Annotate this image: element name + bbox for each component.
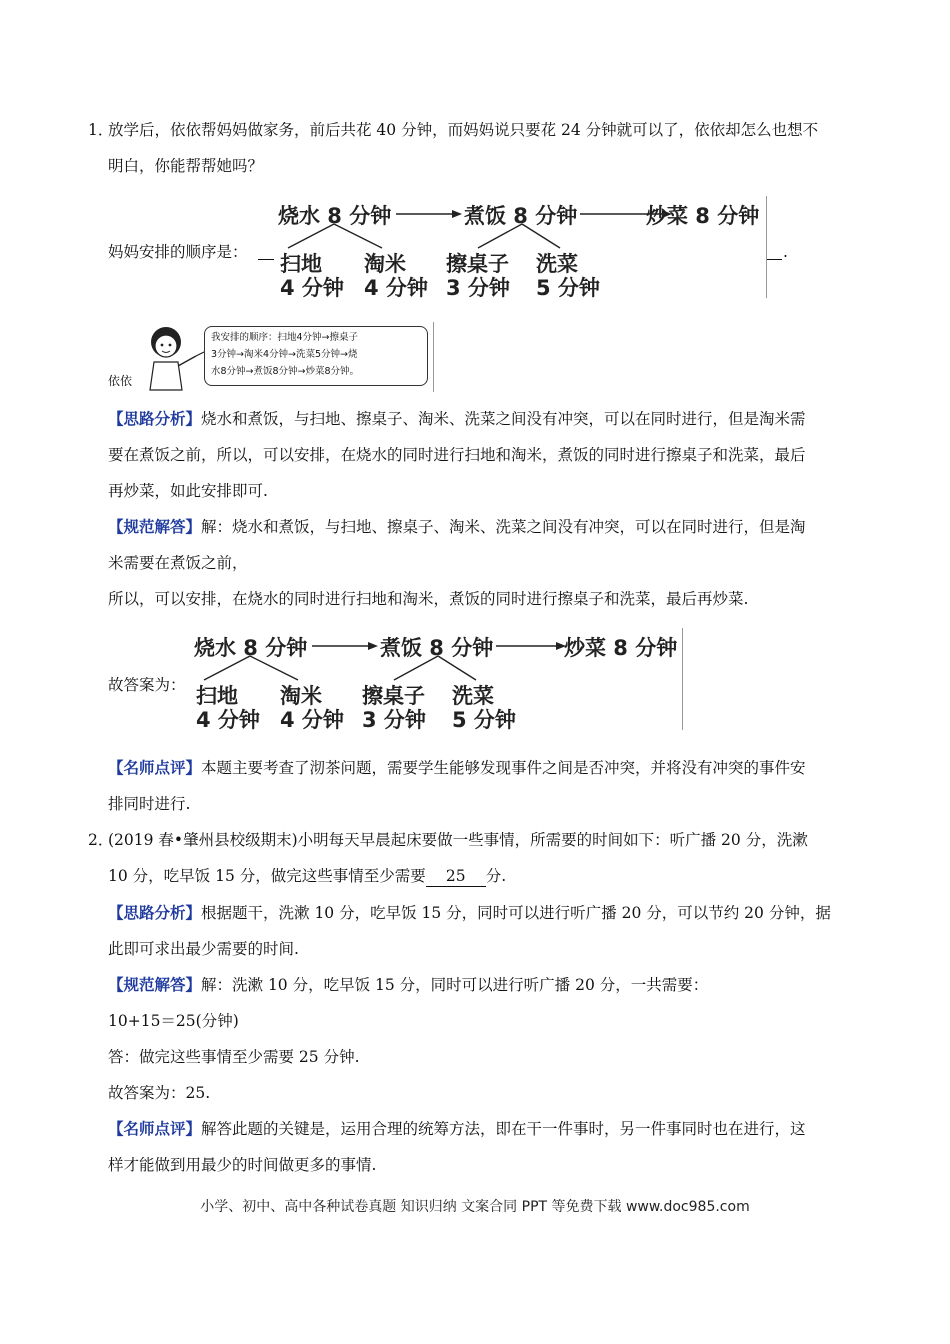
q2-answer-blank: 25 <box>426 866 486 887</box>
q2-solution-text: 解：洗漱 10 分，吃早饭 15 分，同时可以进行听广播 20 分，一共需要： <box>201 976 709 994</box>
q1-order-end: . <box>783 243 788 261</box>
answer-top-3: 炒菜 8 分钟 <box>564 636 678 660</box>
diagram-bottom-2-name: 淘米 <box>364 252 406 276</box>
bubble-line-1: 我安排的顺序：扫地4分钟→擦桌子 <box>211 332 359 343</box>
illustration-frame-right <box>433 322 434 392</box>
diagram-bottom-1-time: 4 分钟 <box>280 276 344 300</box>
diagram-top-2: 煮饭 8 分钟 <box>464 204 578 228</box>
q2-text-post: 分. <box>485 867 507 885</box>
q1-solution-line-1 <box>108 517 806 537</box>
diagram-bottom-1-name: 扫地 <box>280 252 322 276</box>
answer-bottom-2-time: 4 分钟 <box>280 708 344 732</box>
solution-text: 解：烧水和煮饭，与扫地、擦桌子、淘米、洗菜之间没有冲突，可以在同时进行，但是淘 <box>201 518 806 536</box>
yiyi-speech-bubble <box>204 326 428 386</box>
q2-text-pre: 10 分，吃早饭 15 分，做完这些事情至少需要 <box>108 867 426 885</box>
q2-solution-line-1 <box>108 975 708 995</box>
diagram-bottom-4-time: 5 分钟 <box>536 276 600 300</box>
analysis-tag: 【思路分析】 <box>108 409 202 428</box>
q1-analysis-line-1 <box>108 409 806 429</box>
q1-schedule-diagram <box>274 196 767 298</box>
q1-answer-label: 故答案为： <box>108 676 186 694</box>
q1-text-line-2: 明白，你能帮帮她吗？ <box>108 157 264 175</box>
q2-review-line-2: 样才能做到用最少的时间做更多的事情. <box>108 1156 377 1174</box>
q1-solution-line-3: 所以，可以安排，在烧水的同时进行扫地和淘米，煮饭的同时进行擦桌子和洗菜，最后再炒菜. <box>108 590 749 608</box>
diagram-bottom-3-name: 擦桌子 <box>446 252 509 276</box>
answer-bottom-1-name: 扫地 <box>196 684 238 708</box>
q2-review-tag: 【名师点评】 <box>108 1119 202 1138</box>
q2-solution-tag: 【规范解答】 <box>108 975 202 994</box>
answer-top-2: 煮饭 8 分钟 <box>380 636 494 660</box>
q1-review-line-1 <box>108 758 806 778</box>
q1-order-blank-left <box>258 259 274 260</box>
q2-review-text: 解答此题的关键是，运用合理的统筹方法，即在干一件事时，另一件事同时也在进行，这 <box>201 1120 806 1138</box>
answer-bottom-4-name: 洗菜 <box>452 684 494 708</box>
page-footer: 小学、初中、高中各种试卷真题 知识归纳 文案合同 PPT 等免费下载 www.doc985.com <box>200 1199 750 1215</box>
q2-solution-line-3: 答：做完这些事情至少需要 25 分钟. <box>108 1048 360 1066</box>
q2-analysis-line-2: 此即可求出最少需要的时间. <box>108 940 299 958</box>
q2-solution-line-4: 故答案为：25. <box>108 1084 211 1102</box>
q1-review-line-2: 排同时进行. <box>108 795 191 813</box>
diagram-top-3: 炒菜 8 分钟 <box>646 204 760 228</box>
bubble-line-3: 水8分钟→煮饭8分钟→炒菜8分钟。 <box>211 366 360 377</box>
solution-tag: 【规范解答】 <box>108 517 202 536</box>
bubble-line-2: 3分钟→淘米4分钟→洗菜5分钟→烧 <box>211 349 358 360</box>
q2-review-line-1 <box>108 1119 806 1139</box>
diagram-bottom-2-time: 4 分钟 <box>364 276 428 300</box>
answer-bottom-3-time: 3 分钟 <box>362 708 426 732</box>
review-text: 本题主要考查了沏茶问题，需要学生能够发现事件之间是否冲突，并将没有冲突的事件安 <box>201 759 806 777</box>
review-tag: 【名师点评】 <box>108 758 202 777</box>
answer-bottom-3-name: 擦桌子 <box>362 684 425 708</box>
yiyi-name: 依依 <box>108 374 133 388</box>
q1-text-line-1: 放学后，依依帮妈妈做家务，前后共花 40 分钟，而妈妈说只要花 24 分钟就可以了，依依却怎么也想不 <box>108 121 819 139</box>
q1-number: 1． <box>88 121 114 139</box>
q1-order-label: 妈妈安排的顺序是： <box>108 243 248 261</box>
q1-analysis-line-3: 再炒菜，如此安排即可. <box>108 482 268 500</box>
q2-text-line-2 <box>108 866 506 887</box>
answer-bottom-2-name: 淘米 <box>280 684 322 708</box>
q2-number: 2． <box>88 831 114 849</box>
diagram-bottom-3-time: 3 分钟 <box>446 276 510 300</box>
q1-order-blank-right <box>766 259 782 260</box>
q2-analysis-text: 根据题干，洗漱 10 分，吃早饭 15 分，同时可以进行听广播 20 分，可以节约 20 分钟，据 <box>201 904 831 922</box>
analysis-text: 烧水和煮饭，与扫地、擦桌子、淘米、洗菜之间没有冲突，可以在同时进行，但是淘米需 <box>201 410 806 428</box>
answer-bottom-4-time: 5 分钟 <box>452 708 516 732</box>
q2-analysis-line-1 <box>108 903 831 923</box>
diagram-bottom-4-name: 洗菜 <box>536 252 578 276</box>
q2-solution-line-2: 10+15＝25(分钟) <box>108 1012 239 1030</box>
q2-text-line-1: (2019 春•肇州县校级期末)小明每天早晨起床要做一些事情，所需要的时间如下：听广播 20 分，洗漱 <box>108 831 808 849</box>
q1-answer-diagram <box>190 628 683 730</box>
q1-solution-line-2: 米需要在煮饭之前， <box>108 554 248 572</box>
yiyi-illustration <box>108 322 434 392</box>
answer-top-1: 烧水 8 分钟 <box>194 636 308 660</box>
answer-bottom-1-time: 4 分钟 <box>196 708 260 732</box>
q1-analysis-line-2: 要在煮饭之前，所以，可以安排，在烧水的同时进行扫地和淘米，煮饭的同时进行擦桌子和洗菜，最后 <box>108 446 806 464</box>
q2-analysis-tag: 【思路分析】 <box>108 903 202 922</box>
diagram-top-1: 烧水 8 分钟 <box>278 204 392 228</box>
